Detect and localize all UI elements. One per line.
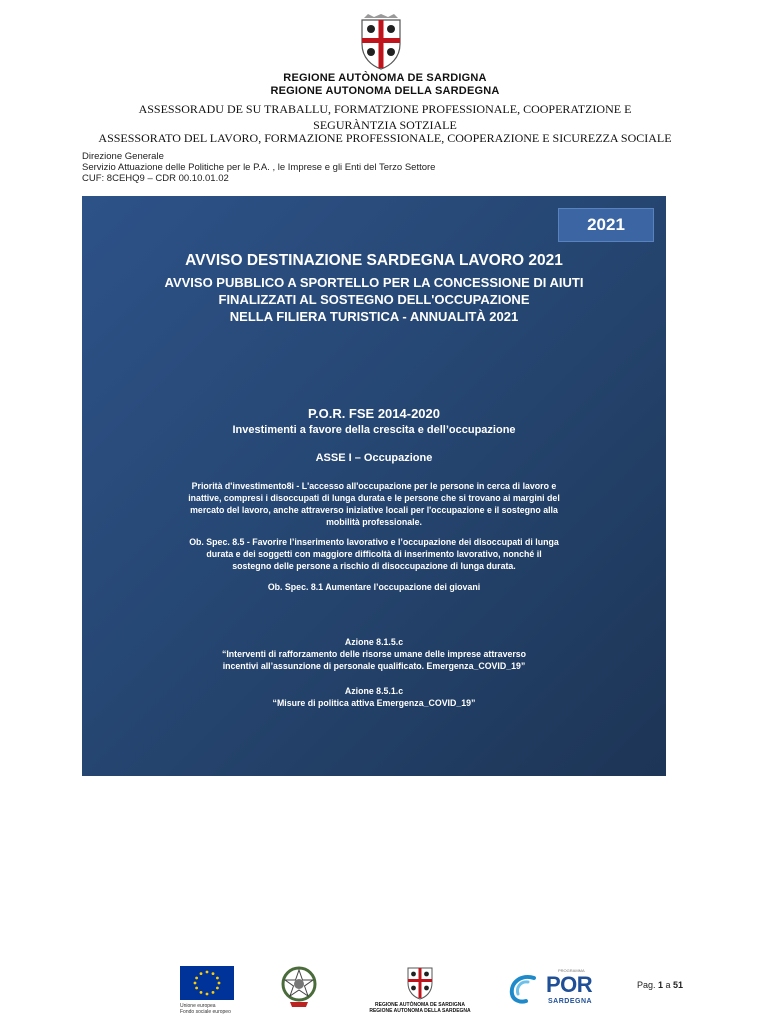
- cover-title: AVVISO DESTINAZIONE SARDEGNA LAVORO 2021: [185, 252, 563, 269]
- page-separator: a: [663, 980, 674, 990]
- por-region-label: SARDEGNA: [548, 998, 593, 1005]
- page-number: [637, 980, 683, 990]
- objective-line: durata e dei soggetti con maggiore difficoltà di inserimento lavorativo, nonché il: [206, 549, 542, 559]
- sardinia-crest-icon: [354, 14, 408, 70]
- footer-region-line: REGIONE AUTONOMA DELLA SARDEGNA: [369, 1008, 471, 1014]
- subtitle-line: FINALIZZATI AL SOSTEGNO DELL'OCCUPAZIONE: [218, 292, 530, 307]
- por-swirl-icon: [508, 972, 538, 1004]
- action-8-5-1-c: [112, 685, 636, 709]
- priority-line: mobilità professionale.: [326, 517, 422, 527]
- eu-flag-icon: [180, 966, 234, 1000]
- year-badge: 2021: [558, 208, 654, 242]
- objective-8-1: Ob. Spec. 8.1 Aumentare l’occupazione dei giovani: [267, 582, 481, 592]
- priority-line: mercato del lavoro, anche attraverso iniziative locali per l'occupazione e il sostegno alla: [190, 505, 558, 515]
- objective-line: Ob. Spec. 8.5 - Favorire l’inserimento lavorativo e l’occupazione dei disoccupati di lunga: [189, 537, 559, 547]
- subtitle-line: AVVISO PUBBLICO A SPORTELLO PER LA CONCESSIONE DI AIUTI: [164, 275, 584, 290]
- por-heading: P.O.R. FSE 2014-2020: [307, 406, 440, 421]
- meta-code: CUF: 8CEHQ9 – CDR 00.10.01.02: [82, 173, 229, 184]
- page-prefix: Pag.: [637, 980, 659, 990]
- assessorate-sardinian: ASSESSORADU DE SU TRABALLU, FORMATZIONE PROFESSIONALE, COOPERATZIONE E SEGURÀNTZIA SOTZIALE: [138, 102, 632, 132]
- region-name-sardinian: REGIONE AUTÒNOMA DE SARDIGNA: [283, 72, 487, 84]
- asse-heading: ASSE I – Occupazione: [315, 452, 433, 464]
- objective-line: sostegno delle persone a rischio di disoccupazione di lunga durata.: [232, 561, 516, 571]
- priority-line: Priorità d'investimento8i - L'accesso all'occupazione per le persone in cerca di lavoro e: [191, 481, 557, 491]
- meta-service: Servizio Attuazione delle Politiche per le P.A. , le Imprese e gli Enti del Terzo Settore: [82, 162, 436, 173]
- eu-caption-line: Fondo sociale europeo: [180, 1009, 231, 1015]
- investments-heading: Investimenti a favore della crescita e dell’occupazione: [232, 424, 516, 436]
- page-total: 51: [673, 980, 684, 990]
- eu-caption: [180, 1003, 240, 1015]
- meta-direction: Direzione Generale: [82, 151, 164, 162]
- por-sardegna-logo: [508, 968, 593, 1008]
- cover-subtitle: [92, 274, 656, 325]
- action-line: incentivi all’assunzione di personale qualificato. Emergenza_COVID_19”: [222, 661, 526, 671]
- sardinia-crest-small-icon: [402, 964, 438, 1000]
- por-small-label: PROGRAMMA: [558, 968, 585, 973]
- action-8-1-5-c: [112, 636, 636, 672]
- footer-region-name: [360, 1002, 480, 1014]
- cover-panel: [82, 196, 666, 776]
- page-current: 1: [658, 980, 664, 990]
- action-title: Azione 8.5.1.c: [344, 686, 404, 696]
- region-name-italian: REGIONE AUTONOMA DELLA SARDEGNA: [270, 85, 500, 97]
- footer-region-line: REGIONE AUTÒNOMA DE SARDIGNA: [375, 1002, 465, 1008]
- assessorate-italian: ASSESSORATO DEL LAVORO, FORMAZIONE PROFESSIONALE, COOPERAZIONE E SICUREZZA SOCIALE: [98, 131, 672, 145]
- italian-republic-emblem-icon: [280, 964, 318, 1008]
- objective-8-5: [112, 536, 636, 572]
- action-title: Azione 8.1.5.c: [344, 637, 404, 647]
- eu-caption-line: Unione europea: [180, 1003, 216, 1009]
- priority-line: inattive, compresi i disoccupati di lunga durata e le persone che si trovano ai margini del: [188, 493, 560, 503]
- subtitle-line: NELLA FILIERA TURISTICA - ANNUALITÀ 2021: [229, 309, 519, 324]
- priority-paragraph: [112, 480, 636, 528]
- por-label: POR: [546, 972, 593, 997]
- action-line: “Interventi di rafforzamento delle risorse umane delle imprese attraverso: [221, 649, 527, 659]
- action-line: “Misure di politica attiva Emergenza_COVID_19”: [272, 698, 476, 708]
